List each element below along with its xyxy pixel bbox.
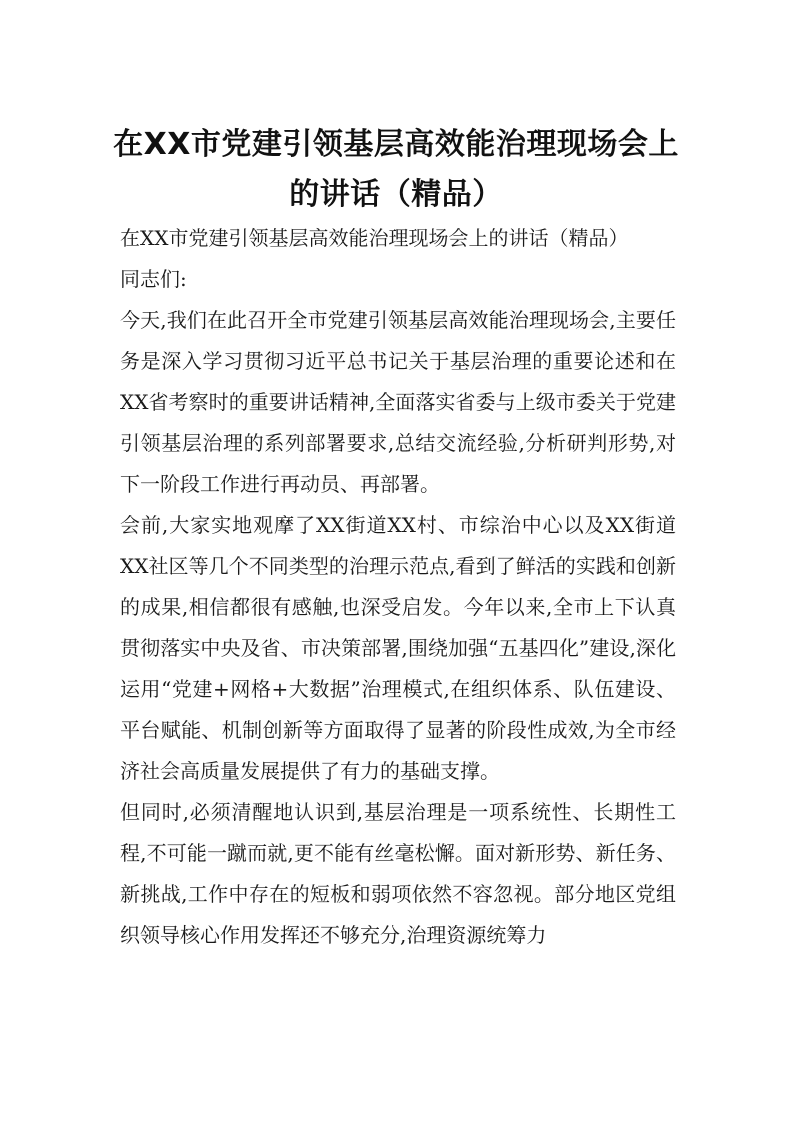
- paragraph-1: 今天,我们在此召开全市党建引领基层高效能治理现场会,主要任务是深入学习贯彻习近平总书记关于基层治理的重要论述和在XX省考察时的重要讲话精神,全面落实省委与上级市委关于党建引领基层治理的系列部署要求,总结交流经验,分析研判形势,对下一阶段工作进行再动员、再部署。: [120, 308, 676, 496]
- document-title: [96, 120, 696, 220]
- paragraph-3: 但同时,必须清醒地认识到,基层治理是一项系统性、长期性工程,不可能一蹴而就,更不能有丝毫松懈。面对新形势、新任务、新挑战,工作中存在的短板和弱项依然不容忽视。部分地区党组织领导核心作用发挥还不够充分,治理资源统筹力: [120, 800, 676, 947]
- paragraph-2: 会前,大家实地观摩了XX街道XX村、市综治中心以及XX街道XX社区等几个不同类型的治理示范点,看到了鲜活的实践和创新的成果,相信都很有感触,也深受启发。今年以来,全市上下认真贯彻落实中央及省、市决策部署,围绕加强“五基四化”建设,深化运用“党建+网格+大数据”治理模式,在组织体系、队伍建设、平台赋能、机制创新等方面取得了显著的阶段性成效,为全市经济社会高质量发展提供了有力的基础支撑。: [120, 513, 676, 783]
- subtitle-line: 在XX市党建引领基层高效能治理现场会上的讲话（精品）: [120, 226, 629, 250]
- salutation: 同志们:: [120, 267, 187, 291]
- title-line-2: 的讲话（精品）: [289, 177, 503, 212]
- title-line-1: 在XX市党建引领基层高效能治理现场会上: [113, 127, 679, 162]
- document-body: [120, 218, 676, 956]
